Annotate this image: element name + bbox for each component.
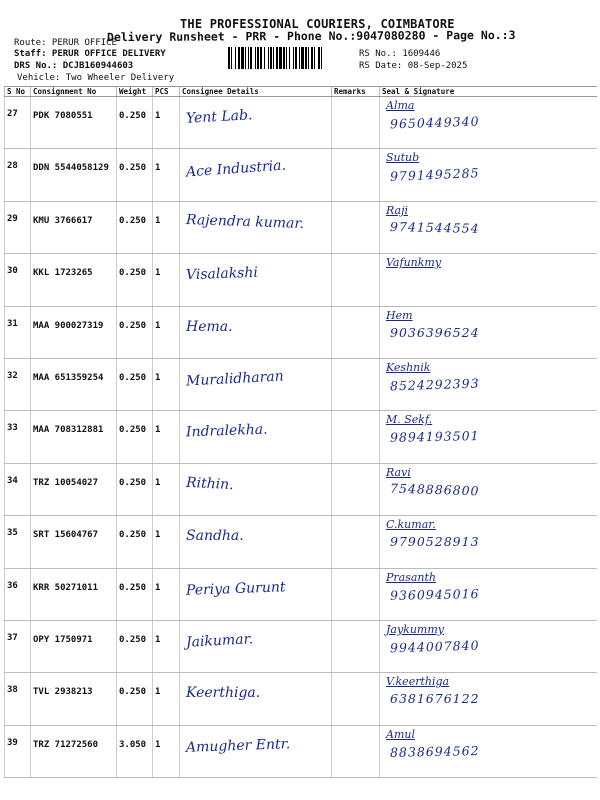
serial-number: 34 — [5, 463, 31, 515]
weight-value: 0.250 — [117, 97, 153, 149]
consignee-cell — [180, 568, 332, 620]
pieces-count: 1 — [153, 149, 180, 201]
remarks-cell — [332, 620, 380, 672]
weight-value: 0.250 — [117, 463, 153, 515]
consignee-handwriting: Jaikumar. — [185, 631, 254, 651]
serial-number: 38 — [5, 673, 31, 725]
consignee-cell — [180, 673, 332, 725]
consignee-handwriting: Sandha. — [186, 528, 244, 545]
phone-handwriting: 9741544554 — [389, 218, 480, 236]
signature-handwriting: M. Sekf. — [386, 413, 433, 427]
consignee-handwriting: Keerthiga. — [186, 685, 261, 702]
signature-cell — [380, 516, 597, 568]
pieces-count: 1 — [153, 254, 180, 306]
consignment-number: OPY 1750971 — [31, 620, 117, 672]
remarks-cell — [332, 306, 380, 358]
runsheet-subtitle: Delivery Runsheet - PRR - Phone No.:9047080280 - Page No.:3 — [106, 27, 516, 45]
drs-number: DRS No.: DCJB160944603 — [14, 61, 134, 71]
remarks-cell — [332, 411, 380, 463]
signature-handwriting: C.kumar. — [386, 518, 436, 532]
signature-cell — [380, 463, 597, 515]
table-row — [5, 725, 597, 777]
phone-handwriting: 9650449340 — [389, 113, 480, 132]
consignment-number: MAA 708312881 — [31, 411, 117, 463]
signature-cell — [380, 97, 597, 149]
consignment-number: KKL 1723265 — [31, 254, 117, 306]
barcode-image — [228, 47, 356, 69]
weight-value: 0.250 — [117, 568, 153, 620]
consignee-cell — [180, 201, 332, 253]
pieces-count: 1 — [153, 620, 180, 672]
remarks-cell — [332, 97, 380, 149]
weight-value: 0.250 — [117, 306, 153, 358]
consignee-cell — [180, 358, 332, 410]
signature-cell — [380, 201, 597, 253]
remarks-cell — [332, 568, 380, 620]
rs-number: RS No.: 1609446 — [359, 49, 441, 59]
weight-value: 0.250 — [117, 201, 153, 253]
weight-value: 0.250 — [117, 358, 153, 410]
consignment-number: KRR 50271011 — [31, 568, 117, 620]
header-remarks: Remarks — [332, 87, 380, 97]
pieces-count: 1 — [153, 411, 180, 463]
serial-number: 36 — [5, 568, 31, 620]
consignee-handwriting: Indralekha. — [185, 421, 268, 441]
table-row — [5, 463, 597, 515]
pieces-count: 1 — [153, 725, 180, 777]
remarks-cell — [332, 201, 380, 253]
consignment-number: DDN 5544058129 — [31, 149, 117, 201]
runsheet-table — [4, 86, 597, 778]
consignee-handwriting: Periya Gurunt — [185, 578, 286, 599]
table-row — [5, 306, 597, 358]
signature-handwriting: Amul — [386, 727, 415, 741]
vehicle-label: Vehicle: Two Wheeler Delivery — [17, 73, 175, 83]
table-row — [5, 516, 597, 568]
consignee-cell — [180, 463, 332, 515]
pieces-count: 1 — [153, 358, 180, 410]
serial-number: 32 — [5, 358, 31, 410]
consignee-handwriting: Rithin. — [185, 474, 234, 493]
phone-handwriting: 6381676122 — [390, 691, 480, 707]
consignee-handwriting: Amugher Entr. — [185, 735, 291, 756]
signature-handwriting: Prasanth — [386, 570, 437, 584]
consignment-number: KMU 3766617 — [31, 201, 117, 253]
signature-cell — [380, 673, 597, 725]
table-row — [5, 97, 597, 149]
header-sno: S No — [5, 87, 31, 97]
pieces-count: 1 — [153, 463, 180, 515]
consignee-handwriting: Rajendra kumar. — [185, 211, 305, 232]
remarks-cell — [332, 516, 380, 568]
header-consignment: Consignment No — [31, 87, 117, 97]
table-row — [5, 411, 597, 463]
route-label: Route: PERUR OFFICE — [14, 38, 117, 48]
signature-cell — [380, 254, 597, 306]
consignment-number: MAA 651359254 — [31, 358, 117, 410]
table-row — [5, 254, 597, 306]
signature-cell — [380, 149, 597, 201]
consignment-number: TRZ 10054027 — [31, 463, 117, 515]
phone-handwriting: 8524292393 — [389, 375, 480, 394]
serial-number: 35 — [5, 516, 31, 568]
consignment-number: PDK 7080551 — [31, 97, 117, 149]
phone-handwriting: 9944007840 — [389, 637, 480, 656]
signature-handwriting: Alma — [386, 99, 415, 112]
weight-value: 0.250 — [117, 516, 153, 568]
signature-cell — [380, 725, 597, 777]
serial-number: 33 — [5, 411, 31, 463]
weight-value: 0.250 — [117, 411, 153, 463]
consignee-handwriting: Visalakshi — [185, 264, 259, 284]
consignee-cell — [180, 306, 332, 358]
header-consignee: Consignee Details — [180, 87, 332, 97]
header-signature: Seal & Signature — [380, 87, 597, 97]
table-row — [5, 568, 597, 620]
serial-number: 27 — [5, 97, 31, 149]
consignee-cell — [180, 254, 332, 306]
serial-number: 28 — [5, 149, 31, 201]
remarks-cell — [332, 673, 380, 725]
remarks-cell — [332, 358, 380, 410]
phone-handwriting: 9790528913 — [390, 534, 480, 550]
weight-value: 0.250 — [117, 673, 153, 725]
table-row — [5, 149, 597, 201]
consignee-cell — [180, 620, 332, 672]
staff-label: Staff: PERUR OFFICE DELIVERY — [14, 49, 166, 59]
consignment-number: SRT 15604767 — [31, 516, 117, 568]
remarks-cell — [332, 725, 380, 777]
remarks-cell — [332, 254, 380, 306]
consignee-cell — [180, 149, 332, 201]
signature-handwriting: Raji — [386, 203, 409, 217]
signature-handwriting: Sutub — [386, 151, 420, 165]
serial-number: 30 — [5, 254, 31, 306]
consignment-number: TVL 2938213 — [31, 673, 117, 725]
weight-value: 0.250 — [117, 149, 153, 201]
signature-handwriting: V.keerthiga — [386, 675, 450, 689]
signature-handwriting: Hem — [386, 308, 413, 322]
signature-handwriting: Vafunkmy — [386, 256, 442, 270]
pieces-count: 1 — [153, 516, 180, 568]
signature-cell — [380, 358, 597, 410]
signature-cell — [380, 411, 597, 463]
consignee-cell — [180, 411, 332, 463]
consignee-handwriting: Muralidharan — [185, 368, 285, 390]
table-header-row — [5, 87, 597, 97]
consignee-cell — [180, 97, 332, 149]
consignee-handwriting: Yent Lab. — [185, 107, 253, 127]
signature-cell — [380, 306, 597, 358]
phone-handwriting: 7548886800 — [389, 480, 480, 499]
table-row — [5, 673, 597, 725]
consignee-handwriting: Hema. — [186, 318, 233, 335]
weight-value: 0.250 — [117, 620, 153, 672]
pieces-count: 1 — [153, 673, 180, 725]
rs-date: RS Date: 08-Sep-2025 — [359, 61, 468, 71]
phone-handwriting: 8838694562 — [389, 742, 480, 760]
serial-number: 31 — [5, 306, 31, 358]
consignee-cell — [180, 725, 332, 777]
serial-number: 37 — [5, 620, 31, 672]
remarks-cell — [332, 149, 380, 201]
header-weight: Weight — [117, 87, 153, 97]
signature-cell — [380, 568, 597, 620]
pieces-count: 1 — [153, 97, 180, 149]
remarks-cell — [332, 463, 380, 515]
header-pcs: PCS — [153, 87, 180, 97]
table-row — [5, 201, 597, 253]
phone-handwriting: 9036396524 — [390, 324, 480, 340]
signature-handwriting: Keshnik — [386, 360, 431, 374]
consignee-cell — [180, 516, 332, 568]
table-row — [5, 358, 597, 410]
consignment-number: MAA 900027319 — [31, 306, 117, 358]
phone-handwriting: 9791495285 — [389, 165, 480, 185]
signature-handwriting: Ravi — [386, 465, 411, 479]
phone-handwriting: 9360945016 — [389, 585, 480, 603]
table-row — [5, 620, 597, 672]
signature-handwriting: Jaykummy — [386, 622, 445, 636]
serial-number: 29 — [5, 201, 31, 253]
pieces-count: 1 — [153, 568, 180, 620]
pieces-count: 1 — [153, 306, 180, 358]
pieces-count: 1 — [153, 201, 180, 253]
company-name: THE PROFESSIONAL COURIERS, COIMBATORE — [180, 17, 455, 31]
serial-number: 39 — [5, 725, 31, 777]
signature-cell — [380, 620, 597, 672]
consignment-number: TRZ 71272560 — [31, 725, 117, 777]
consignee-handwriting: Ace Industria. — [185, 157, 287, 181]
weight-value: 0.250 — [117, 254, 153, 306]
phone-handwriting: 9894193501 — [389, 428, 480, 446]
weight-value: 3.050 — [117, 725, 153, 777]
